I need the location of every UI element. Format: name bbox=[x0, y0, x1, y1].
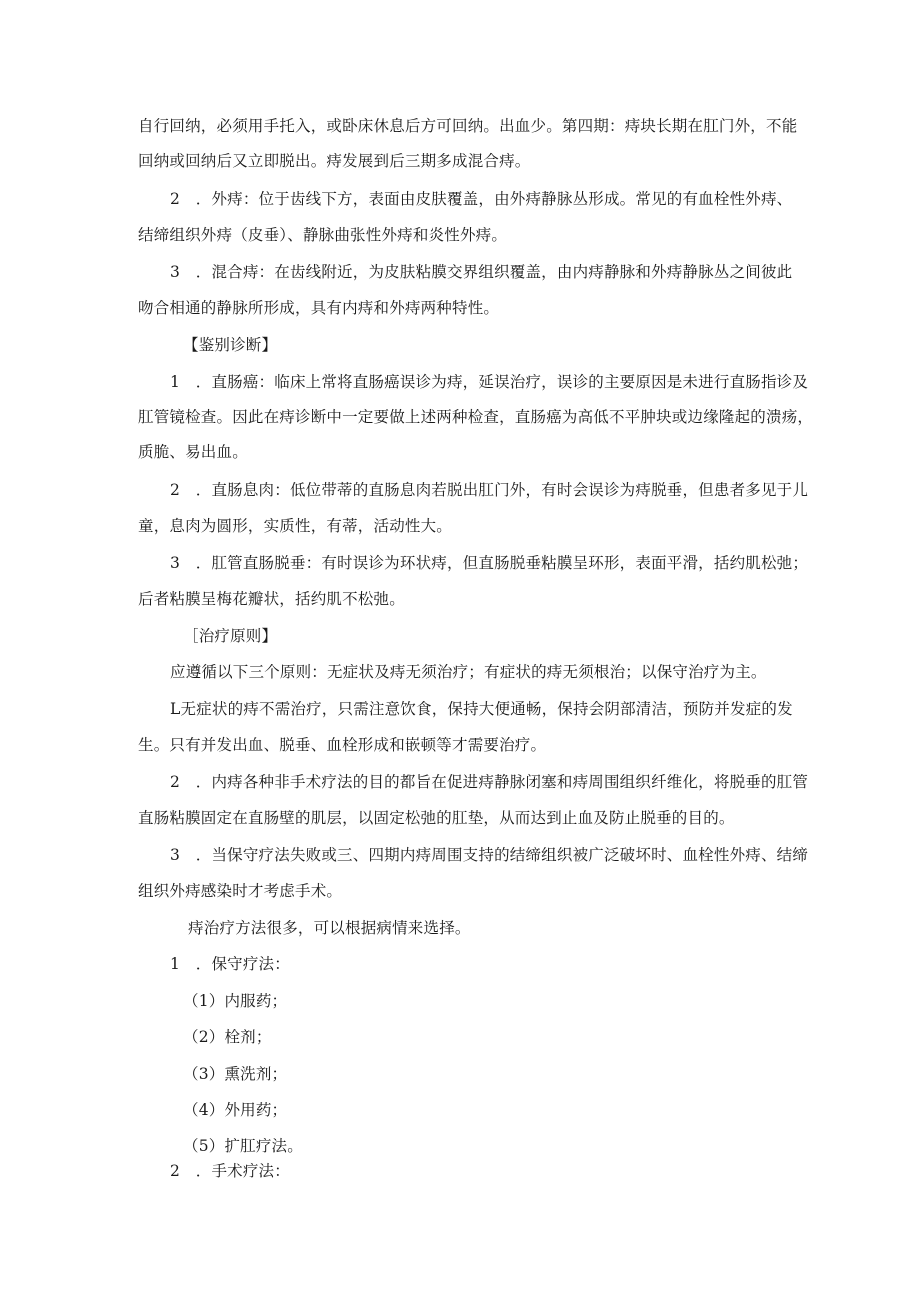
list-item-nonsurgical: 2 ．内痔各种非手术疗法的目的都旨在促进痔静脉闭塞和痔周围组织纤维化，将脱垂的肛管 bbox=[170, 773, 809, 791]
section-heading-differential-diagnosis: 【鉴别诊断】 bbox=[183, 336, 278, 354]
text-line: 童，息肉为圆形，实质性，有蒂，活动性大。 bbox=[138, 517, 453, 535]
list-item-rectal-polyp: 2 ．直肠息肉：低位带蒂的直肠息肉若脱出肛门外，有时会误诊为痔脱垂，但患者多见于儿 bbox=[170, 481, 809, 499]
text-line: 结缔组织外痔（皮垂）、静脉曲张性外痔和炎性外痔。 bbox=[138, 226, 508, 244]
section-heading-treatment-principles: ［治疗原则】 bbox=[183, 627, 278, 645]
sub-item: （1）内服药； bbox=[183, 992, 288, 1010]
list-item-mixed-hemorrhoid: 3 ．混合痔：在齿线附近，为皮肤粘膜交界组织覆盖，由内痔静脉和外痔静脉丛之间彼此 bbox=[170, 263, 793, 281]
list-item-rectal-cancer: 1 ．直肠癌：临床上常将直肠癌误诊为痔，延误治疗，误诊的主要原因是未进行直肠指诊及 bbox=[170, 373, 809, 391]
list-item-surgical: 2 ．手术疗法： bbox=[170, 1162, 290, 1180]
sub-item: （2）栓剂； bbox=[183, 1028, 272, 1046]
sub-item: （4）外用药； bbox=[183, 1101, 288, 1119]
list-item-surgery-indication: 3 ．当保守疗法失败或三、四期内痔周围支持的结缔组织被广泛破坏时、血栓性外痔、结缔 bbox=[170, 846, 809, 864]
text-line: 吻合相通的静脉所形成，具有内痔和外痔两种特性。 bbox=[138, 299, 500, 317]
list-item-conservative: 1 ．保守疗法： bbox=[170, 955, 290, 973]
text-line: 生。只有并发出血、脱垂、血栓形成和嵌顿等才需要治疗。 bbox=[138, 736, 547, 754]
list-item-external-hemorrhoid: 2 ．外痔：位于齿线下方，表面由皮肤覆盖，由外痔静脉丛形成。常见的有血栓性外痔、 bbox=[170, 190, 793, 208]
text-line: 回纳或回纳后又立即脱出。痔发展到后三期多成混合痔。 bbox=[138, 152, 531, 170]
text-line: 后者粘膜呈梅花瓣状，括约肌不松弛。 bbox=[138, 590, 405, 608]
list-item-asymptomatic: L无症状的痔不需治疗，只需注意饮食，保持大便通畅，保持会阴部清洁，预防并发症的发 bbox=[170, 700, 793, 718]
text-line: 痔治疗方法很多，可以根据病情来选择。 bbox=[188, 919, 471, 937]
text-line: 应遵循以下三个原则：无症状及痔无须治疗；有症状的痔无须根治；以保守治疗为主。 bbox=[170, 663, 767, 681]
text-line: 直肠粘膜固定在直肠壁的肌层，以固定松弛的肛垫，从而达到止血及防止脱垂的目的。 bbox=[138, 809, 735, 827]
text-line: 组织外痔感染时才考虑手术。 bbox=[138, 882, 343, 900]
sub-item: （3）熏洗剂； bbox=[183, 1065, 288, 1083]
text-line: 质脆、易出血。 bbox=[138, 443, 248, 461]
sub-item: （5）扩肛疗法。 bbox=[183, 1137, 303, 1155]
list-item-rectal-prolapse: 3 ．肛管直肠脱垂：有时误诊为环状痔，但直肠脱垂粘膜呈环形，表面平滑，括约肌松弛； bbox=[170, 554, 809, 572]
text-line: 自行回纳，必须用手托入，或卧床休息后方可回纳。出血少。第四期：痔块长期在肛门外，不能 bbox=[138, 117, 798, 135]
text-line: 肛管镜检查。因此在痔诊断中一定要做上述两种检查，直肠癌为高低不平肿块或边缘隆起的溃疡， bbox=[138, 408, 814, 426]
